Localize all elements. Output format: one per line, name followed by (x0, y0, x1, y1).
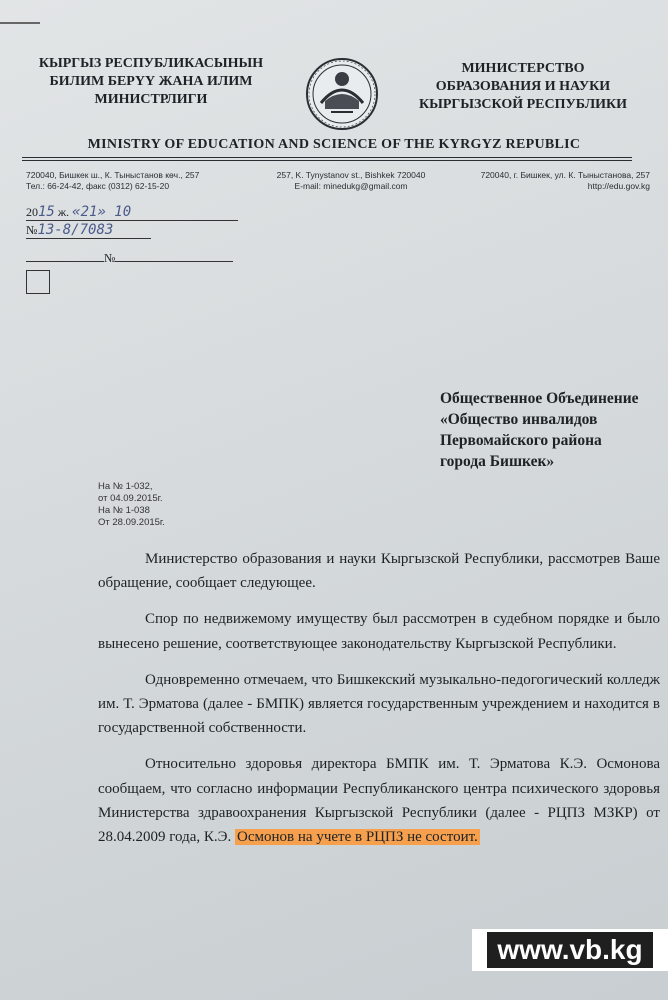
addressee-line: «Общество инвалидов (440, 411, 598, 428)
addressee-line: города Бишкек» (440, 453, 555, 470)
reference-line: На № 1-032, (98, 481, 153, 492)
header-kyrgyz-line: КЫРГЫЗ РЕСПУБЛИКАСЫНЫН (38, 56, 264, 71)
header-russian-line: МИНИСТЕРСТВО (461, 61, 585, 76)
address-line: Тел.: 66-24-42, факс (0312) 62-15-20 (26, 181, 170, 191)
address-line: 257, K. Tynystanov st., Bishkek 720040 (276, 170, 426, 180)
reference-line: На № 1-038 (98, 505, 150, 516)
address-russian (470, 170, 650, 192)
address-line: 720040, г. Бишкек, ул. К. Тыныстанова, 257 (480, 170, 650, 180)
header-kyrgyz-line: БИЛИМ БЕРҮҮ ЖАНА ИЛИМ (49, 74, 253, 89)
header-russian-line: КЫРГЫЗСКОЙ РЕСПУБЛИКИ (418, 97, 628, 112)
header-russian-line: ОБРАЗОВАНИЯ И НАУКИ (435, 79, 611, 94)
registration-number-line (26, 222, 151, 239)
header-kyrgyz (26, 55, 276, 109)
body-paragraph: Министерство образования и науки Кыргызской Республики, рассмотрев Ваше обращение, сообщает следующее. (98, 551, 660, 592)
watermark-text: www.vb.kg (487, 932, 652, 968)
state-emblem-icon (305, 57, 379, 131)
address-kyrgyz (26, 170, 199, 192)
address-line: http://edu.gov.kg (587, 181, 650, 191)
header-kyrgyz-line: МИНИСТРЛИГИ (94, 92, 208, 107)
header-rule-bottom (22, 160, 632, 161)
body-paragraph (98, 752, 660, 849)
ministry-title-en: MINISTRY OF EDUCATION AND SCIENCE OF THE KYRGYZ REPUBLIC (87, 137, 581, 152)
addressee-block (440, 388, 660, 472)
body-paragraph-text: Относительно здоровья директора БМПК им. Т. Эрматова К.Э. Осмонова сообщаем, что согласно информации Республиканского центра психического здоровья Министерства здравоохранения Кыргызской Республики (далее - РЦПЗ МЗКР) от 28.04.2009 года, К.Э. (98, 756, 660, 846)
address-line: E-mail: minedukg@gmail.com (294, 181, 408, 191)
body-paragraph: Спор по недвижемому имуществу был рассмотрен в судебном порядке и было вынесено решение, соответствующее законодательству Кыргызской Республики. (98, 611, 660, 652)
body-paragraph: Одновременно отмечаем, что Бишкекский музыкально-педогогический колледж им. Т. Эрматова (далее - БМПК) является государственным учреждением и находится в государственной собственности. (98, 671, 660, 737)
reference-line: от 04.09.2015г. (98, 493, 163, 504)
year-suffix: ж. (57, 205, 70, 219)
number-prefix: № (26, 223, 38, 237)
addressee-line: Общественное Объединение (440, 390, 639, 407)
margin-mark (0, 22, 40, 24)
header-rule-top (22, 157, 632, 158)
number-handwritten: 13-8/7083 (37, 222, 114, 238)
addressee-line: Первомайского района (440, 432, 602, 449)
year-handwritten: 15 (38, 204, 55, 220)
reference-block (98, 481, 165, 529)
year-prefix: 20 (26, 205, 38, 219)
incoming-number-line (26, 251, 233, 266)
watermark (472, 929, 668, 971)
reference-line: От 28.09.2015г. (98, 517, 165, 528)
date-handwritten: «21» 10 (72, 204, 132, 220)
registration-date-line (26, 204, 238, 221)
address-english (276, 170, 426, 192)
stamp-box (26, 270, 50, 294)
highlighted-text: Осмонов на учете в РЦПЗ не состоит. (237, 829, 478, 846)
number-prefix: № (104, 251, 116, 265)
address-line: 720040, Бишкек ш., К. Тыныстанов көч., 257 (26, 170, 200, 180)
header-russian (398, 60, 648, 114)
letter-body (98, 547, 660, 861)
